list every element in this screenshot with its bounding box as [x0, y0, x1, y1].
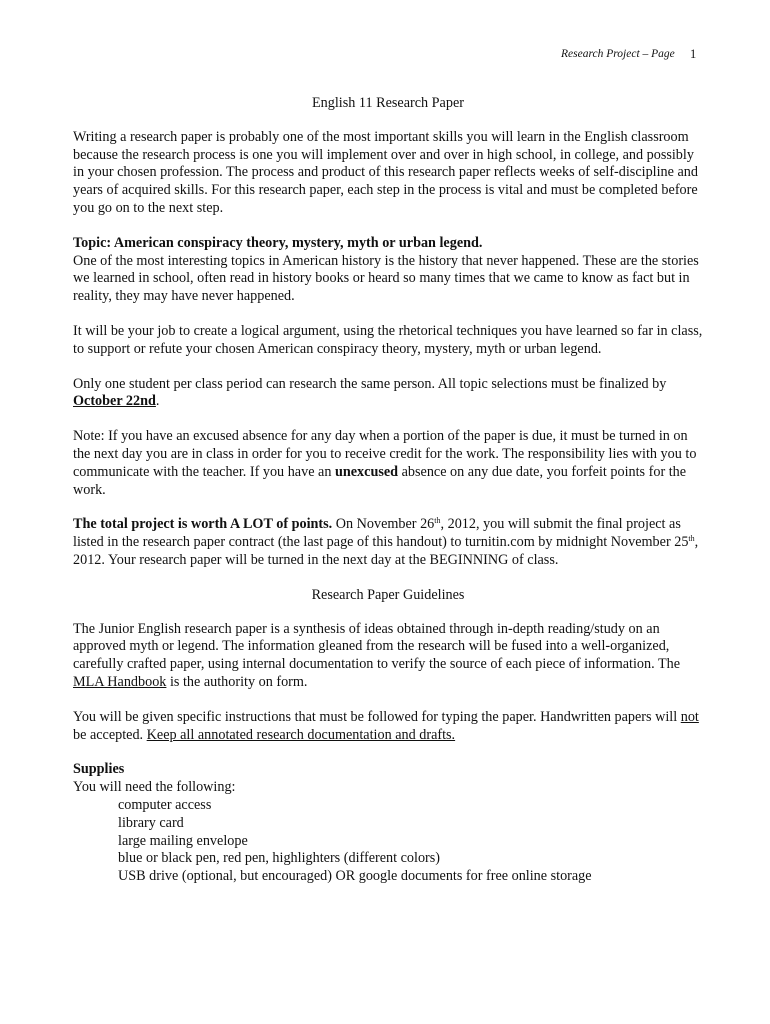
page-number: 1	[690, 47, 697, 61]
list-item: library card	[118, 814, 184, 831]
intro-paragraph: Writing a research paper is probably one of the most important skills you will learn in the English classroom because the research process is one you will implement over and over in high school, in college, and possibly in your chosen profession. The process and product of this research paper reflects weeks of self-discipline and years of acquired skills. For this research paper, each step in the process is vital and must be completed before you go on to the next step.	[73, 128, 698, 216]
deadline-date: October 22nd	[73, 393, 156, 410]
list-item: computer access	[118, 796, 212, 813]
points-paragraph: The total project is worth A LOT of points. On November 26th, 2012, you will submit the final project as listed in the research paper contract (the last page of this handout) to turnitin.com by midnight November 25th, 2012. Your research paper will be turned in the next day at the BEGINNING of class.	[73, 516, 699, 568]
list-item: blue or black pen, red pen, highlighters (different colors)	[118, 850, 441, 867]
running-header: Research Project – Page	[561, 48, 675, 60]
topic-paragraph: One of the most interesting topics in American history is the history that never happened. These are the stories we learned in school, often read in history books or heard so many times that we came to know as fact but in reality, they may have never happened.	[73, 252, 699, 305]
instructions-paragraph: You will be given specific instructions that must be followed for typing the paper. Handwritten papers will not be accepted. Keep all annotated research documentation and drafts.	[73, 708, 699, 743]
document-body	[73, 95, 703, 886]
topic-heading: Topic: American conspiracy theory, mystery, myth or urban legend.	[73, 234, 483, 251]
note-paragraph: Note: If you have an excused absence for any day when a portion of the paper is due, it must be turned in on the next day you are in class in order for you to receive credit for the work. The responsibility lies with you to communicate with the teacher. If you have an unexcused absence on any due date, you forfeit points for the work.	[73, 428, 697, 498]
supplies-heading: Supplies	[73, 761, 125, 778]
guidelines-paragraph: The Junior English research paper is a synthesis of ideas obtained through in-depth reading/study on an approved myth or legend. The information gleaned from the research will be fused into a well-organized, carefully crafted paper, using internal documentation to verify the source of each piece of information. The MLA Handbook is the authority on form.	[73, 620, 681, 690]
list-item: large mailing envelope	[118, 832, 248, 849]
selection-paragraph: Only one student per class period can research the same person. All topic selections must be finalized by October 22nd.	[73, 375, 667, 410]
supplies-lead: You will need the following:	[73, 779, 236, 796]
argument-paragraph: It will be your job to create a logical argument, using the rhetorical techniques you have learned so far in class, to support or refute your chosen American conspiracy theory, mystery, myth or urban legend.	[73, 322, 703, 357]
mla-handbook-reference: MLA Handbook	[73, 673, 167, 690]
guidelines-title: Research Paper Guidelines	[311, 586, 465, 603]
list-item: USB drive (optional, but encouraged) OR google documents for free online storage	[118, 868, 592, 885]
document-title: English 11 Research Paper	[312, 95, 464, 111]
